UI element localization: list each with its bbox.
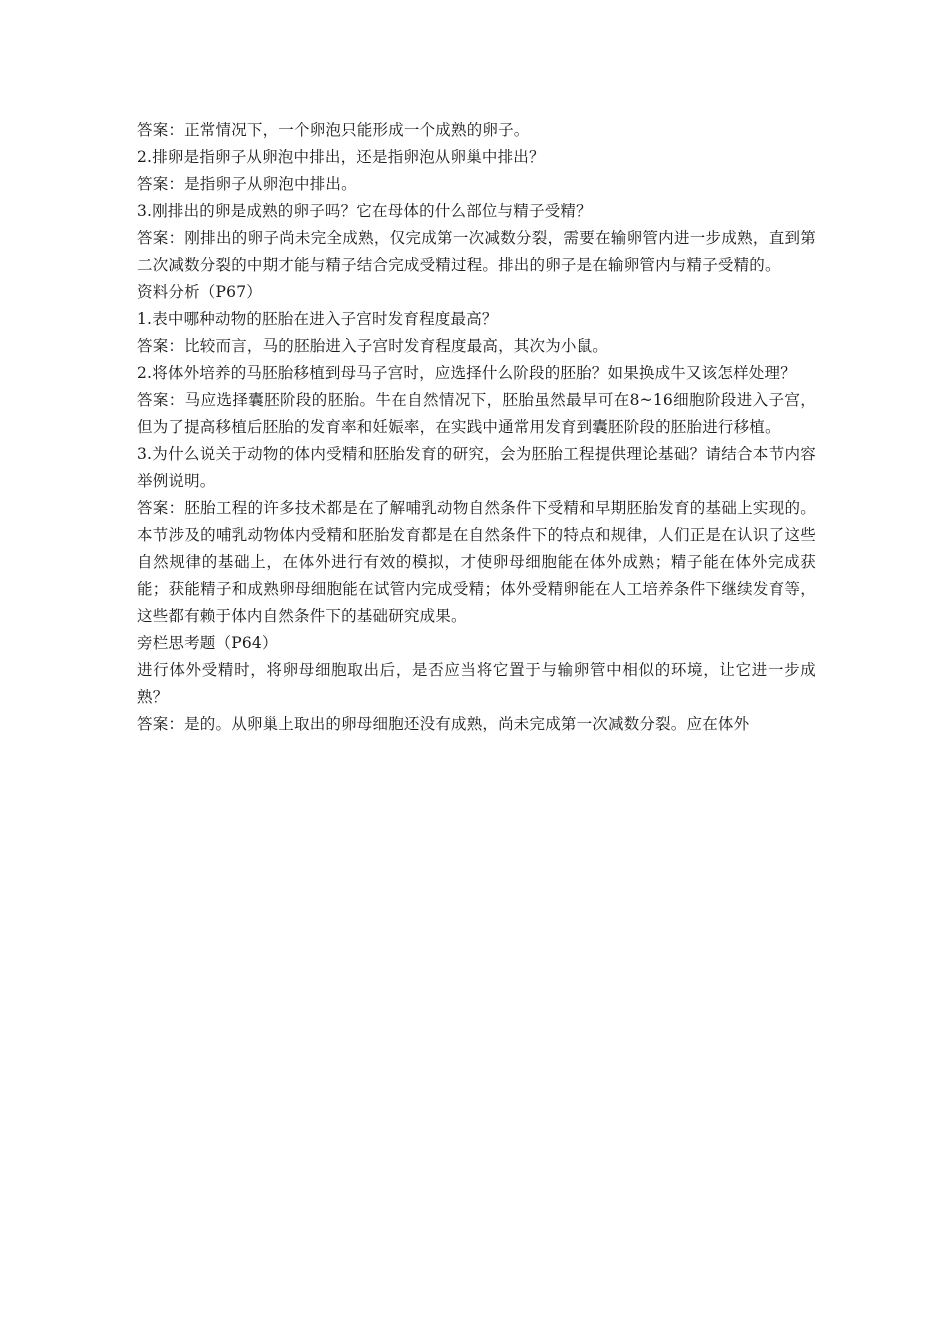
question-paragraph: 3.为什么说关于动物的体内受精和胚胎发育的研究，会为胚胎工程提供理论基础？请结合本节内容举例说明。 [137, 445, 816, 490]
answer-paragraph: 答案：胚胎工程的许多技术都是在了解哺乳动物自然条件下受精和早期胚胎发育的基础上实现的。本节涉及的哺乳动物体内受精和胚胎发育都是在自然条件下的特点和规律，人们正是在认识了这些自然规律的基础上，在体外进行有效的模拟，才使卵母细胞能在体外成熟；精子能在体外完成获能；获能精子和成熟卵母细胞能在试管内完成受精；体外受精卵能在人工培养条件下继续发育等，这些都有赖于体内自然条件下的基础研究成果。 [137, 499, 816, 625]
answer-paragraph: 答案：马应选择囊胚阶段的胚胎。牛在自然情况下，胚胎虽然最早可在8~16细胞阶段进入子宫，但为了提高移植后胚胎的发育率和妊娠率，在实践中通常用发育到囊胚阶段的胚胎进行移植。 [137, 391, 816, 436]
question-paragraph: 2.排卵是指卵子从卵泡中排出，还是指卵泡从卵巢中排出？ [137, 148, 545, 166]
answer-paragraph: 答案：刚排出的卵子尚未完全成熟，仅完成第一次减数分裂，需要在输卵管内进一步成熟，直到第二次减数分裂的中期才能与精子结合完成受精过程。排出的卵子是在输卵管内与精子受精的。 [137, 229, 816, 274]
question-paragraph: 3.刚排出的卵是成熟的卵子吗？它在母体的什么部位与精子受精？ [137, 202, 592, 220]
answer-paragraph: 答案：是的。从卵巢上取出的卵母细胞还没有成熟，尚未完成第一次减数分裂。应在体外 [137, 715, 750, 733]
section-heading: 旁栏思考题（P64） [137, 634, 278, 652]
document-body [137, 117, 816, 738]
question-paragraph: 2.将体外培养的马胚胎移植到母马子宫时，应选择什么阶段的胚胎？如果换成牛又该怎样处理？ [137, 364, 796, 382]
question-paragraph: 1.表中哪种动物的胚胎在进入子宫时发育程度最高？ [137, 310, 498, 328]
answer-paragraph: 答案：是指卵子从卵泡中排出。 [137, 175, 357, 193]
answer-paragraph: 答案：比较而言，马的胚胎进入子宫时发育程度最高，其次为小鼠。 [137, 337, 609, 355]
question-paragraph: 进行体外受精时，将卵母细胞取出后，是否应当将它置于与输卵管中相似的环境，让它进一步成熟？ [137, 661, 816, 706]
answer-paragraph: 答案：正常情况下，一个卵泡只能形成一个成熟的卵子。 [137, 121, 530, 139]
section-heading: 资料分析（P67） [137, 283, 262, 301]
